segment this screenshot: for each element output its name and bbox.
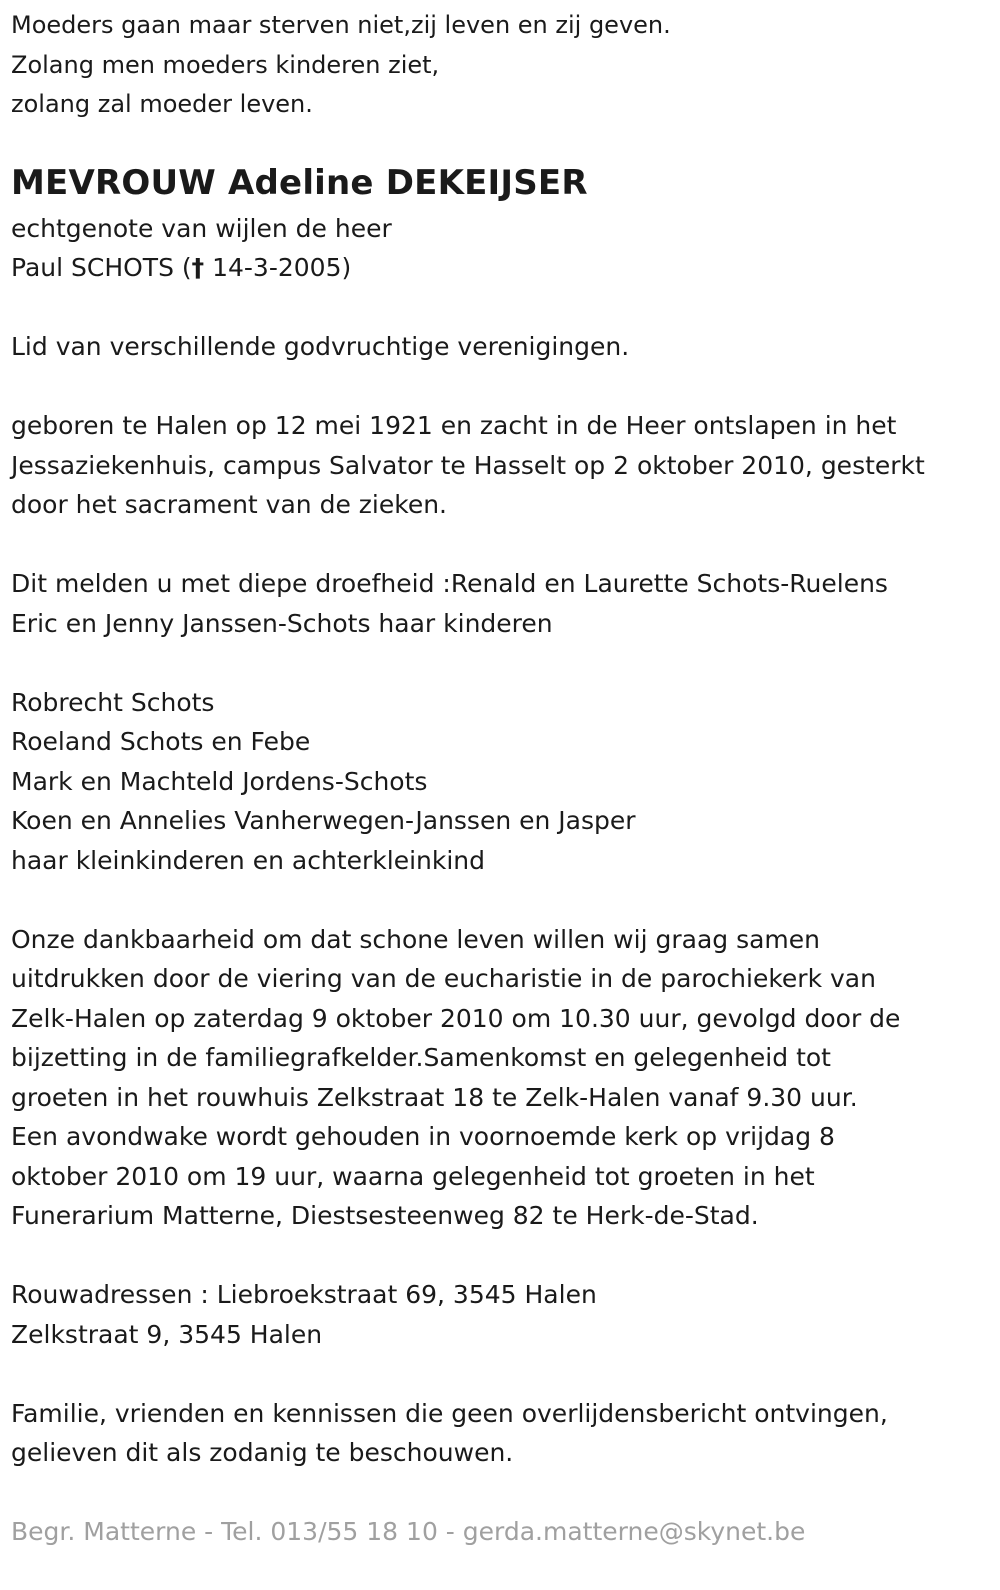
spouse-info (11, 209, 1000, 288)
paragraph-line: oktober 2010 om 19 uur, waarna gelegenheid tot groeten in het (11, 1161, 815, 1191)
address-line: Rouwadressen : Liebroekstraat 69, 3545 Halen (11, 1280, 597, 1309)
spouse-death-date: 14-3-2005) (204, 253, 352, 282)
membership-text: Lid van verschillende godvruchtige verenigingen. (11, 332, 630, 361)
paragraph-line: gelieven dit als zodanig te beschouwen. (11, 1438, 514, 1467)
spacer (11, 1354, 1000, 1394)
spacer (11, 525, 1000, 565)
paragraph-line: geboren te Halen op 12 mei 1921 en zacht in de Heer ontslapen in het (11, 411, 897, 440)
list-item: haar kleinkinderen en achterkleinkind (11, 845, 485, 875)
spacer (11, 367, 1000, 407)
poem-line: zolang zal moeder leven. (11, 90, 313, 118)
poem (11, 6, 1000, 125)
list-item: Roeland Schots en Febe (11, 727, 311, 756)
paragraph-line: Familie, vrienden en kennissen die geen overlijdensbericht ontvingen, (11, 1398, 888, 1428)
ceremony-paragraph (11, 920, 1000, 1236)
paragraph-line: Eric en Jenny Janssen-Schots haar kinderen (11, 608, 553, 638)
spouse-name-line (11, 248, 1000, 288)
address-line: Zelkstraat 9, 3545 Halen (11, 1319, 323, 1349)
paragraph-line: Zelk-Halen op zaterdag 9 oktober 2010 om 10.30 uur, gevolgd door de (11, 1003, 901, 1033)
paragraph-line: groeten in het rouwhuis Zelkstraat 18 te Zelk-Halen vanaf 9.30 uur. (11, 1082, 858, 1112)
grandchildren-list (11, 683, 1000, 881)
paragraph-line: uitdrukken door de viering van de eucharistie in de parochiekerk van (11, 964, 876, 993)
children-paragraph (11, 564, 1000, 643)
paragraph-line: Onze dankbaarheid om dat schone leven willen wij graag samen (11, 924, 820, 954)
spouse-line: echtgenote van wijlen de heer (11, 213, 392, 243)
spacer (11, 643, 1000, 683)
paragraph-line: Een avondwake wordt gehouden in voornoemde kerk op vrijdag 8 (11, 1122, 835, 1151)
spouse-name: Paul SCHOTS ( (11, 253, 192, 282)
paragraph-line: bijzetting in de familiegrafkelder.Samenkomst en gelegenheid tot (11, 1043, 831, 1072)
addresses (11, 1275, 1000, 1354)
cross-icon: † (191, 253, 205, 282)
poem-line: Moeders gaan maar sterven niet,zij leven en zij geven. (11, 11, 671, 39)
birth-death-paragraph (11, 406, 1000, 525)
list-item: Mark en Machteld Jordens-Schots (11, 766, 428, 796)
paragraph-line: Dit melden u met diepe droefheid :Renald en Laurette Schots-Ruelens (11, 569, 888, 598)
notice-paragraph (11, 1394, 1000, 1473)
paragraph-line: Funerarium Matterne, Diestsesteenweg 82 te Herk-de-Stad. (11, 1201, 759, 1230)
paragraph-line: door het sacrament van de zieken. (11, 490, 447, 519)
spacer (11, 288, 1000, 328)
spacer (11, 880, 1000, 920)
paragraph-line: Jessaziekenhuis, campus Salvator te Hasselt op 2 oktober 2010, gesterkt (11, 450, 925, 480)
poem-line: Zolang men moeders kinderen ziet, (11, 50, 440, 79)
list-item: Robrecht Schots (11, 687, 215, 717)
deceased-name: MEVROUW Adeline DEKEIJSER (11, 162, 588, 203)
spacer (11, 1236, 1000, 1276)
footer-contact: Begr. Matterne - Tel. 013/55 18 10 - gerda.matterne@skynet.be (11, 1517, 806, 1546)
list-item: Koen en Annelies Vanherwegen-Janssen en Jasper (11, 806, 636, 835)
